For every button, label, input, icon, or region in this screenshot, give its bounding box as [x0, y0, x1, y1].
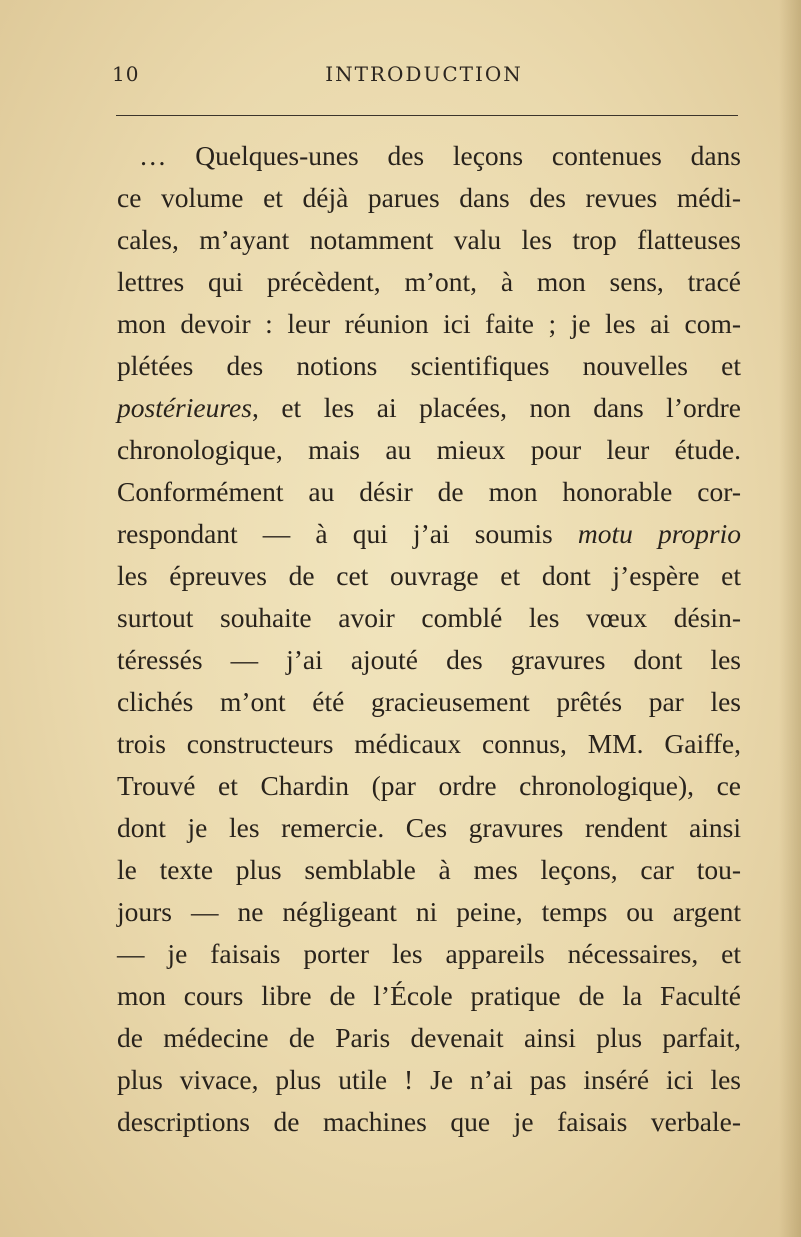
text-line: [117, 513, 741, 555]
italic-phrase: motu proprio: [577, 518, 741, 549]
running-title: INTRODUCTION: [325, 62, 523, 86]
text-line: chronologique, mais au mieux pour leur étude.: [117, 434, 741, 465]
text-line: … Quelques-unes des leçons contenues dans: [139, 140, 741, 171]
text-line: ce volume et déjà parues dans des revues médi-: [117, 182, 741, 213]
text-line: mon cours libre de l’École pratique de la Faculté: [117, 980, 741, 1011]
text-line: surtout souhaite avoir comblé les vœux désin-: [117, 602, 741, 633]
text-segment: respondant — à qui j’ai soumis: [117, 518, 578, 549]
text-line: jours — ne négligeant ni peine, temps ou argent: [117, 896, 741, 927]
text-line: lettres qui précèdent, m’ont, à mon sens, tracé: [117, 266, 741, 297]
text-line: plus vivace, plus utile ! Je n’ai pas inséré ici les: [117, 1064, 741, 1095]
text-line: les épreuves de cet ouvrage et dont j’espère et: [117, 560, 741, 591]
text-line: de médecine de Paris devenait ainsi plus parfait,: [117, 1022, 741, 1053]
page-header: [112, 62, 736, 96]
text-line: Trouvé et Chardin (par ordre chronologique), ce: [117, 770, 741, 801]
text-line: trois constructeurs médicaux connus, MM. Gaiffe,: [117, 728, 741, 759]
body-text: [117, 135, 741, 1143]
text-segment: , et les ai placées, non dans l’ordre: [251, 392, 741, 423]
text-line: plétées des notions scientifiques nouvelles et: [117, 350, 741, 381]
text-line: dont je les remercie. Ces gravures rendent ainsi: [117, 812, 741, 843]
text-line: descriptions de machines que je faisais verbale-: [117, 1106, 741, 1137]
text-line: Conformément au désir de mon honorable cor-: [117, 476, 741, 507]
italic-word: postérieures: [117, 392, 252, 423]
text-line: téressés — j’ai ajouté des gravures dont les: [117, 644, 741, 675]
text-line: le texte plus semblable à mes leçons, car tou-: [117, 854, 741, 885]
text-line: cales, m’ayant notamment valu les trop flatteuses: [117, 224, 741, 255]
page-number: 10: [112, 62, 140, 86]
page-edge-shadow: [779, 0, 801, 1237]
header-rule: [116, 115, 738, 116]
text-line: clichés m’ont été gracieusement prêtés par les: [117, 686, 741, 717]
text-line: mon devoir : leur réunion ici faite ; je les ai com-: [117, 308, 741, 339]
text-line: [117, 387, 741, 429]
text-line: — je faisais porter les appareils nécessaires, et: [117, 938, 741, 969]
